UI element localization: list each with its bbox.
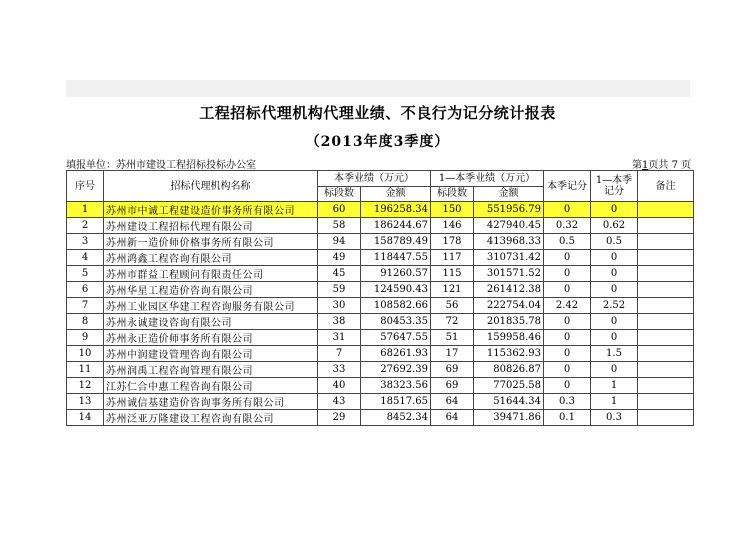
cell-note	[638, 346, 694, 362]
page-prefix: 第	[632, 160, 642, 171]
cell-agency-name: 苏州永诚建设咨询有限公司	[104, 314, 318, 330]
cell-ytd-count: 17	[431, 346, 474, 362]
cell-season-count: 59	[318, 282, 361, 298]
report-subtitle: （2013年度3季度）	[305, 134, 450, 150]
cell-season-amount: 158789.49	[361, 234, 431, 250]
cell-note	[638, 298, 694, 314]
cell-note	[638, 266, 694, 282]
cell-note	[638, 410, 694, 426]
cell-seq: 12	[67, 378, 104, 394]
cell-ytd-score: 1.5	[591, 346, 638, 362]
cell-note	[638, 282, 694, 298]
cell-seq: 6	[67, 282, 104, 298]
cell-season-score: 0	[544, 266, 591, 282]
cell-seq: 7	[67, 298, 104, 314]
cell-ytd-amount: 222754.04	[474, 298, 544, 314]
cell-ytd-amount: 51644.34	[474, 394, 544, 410]
cell-ytd-score: 0	[591, 282, 638, 298]
header-name: 招标代理机构名称	[104, 171, 318, 202]
cell-agency-name: 苏州市群益工程顾问有限责任公司	[104, 266, 318, 282]
header-row-1	[67, 171, 694, 187]
cell-season-amount: 108582.66	[361, 298, 431, 314]
page-current: 1	[642, 160, 649, 171]
cell-note	[638, 202, 694, 218]
cell-seq: 4	[67, 250, 104, 266]
cell-season-score: 0.3	[544, 394, 591, 410]
cell-agency-name: 苏州诚信基建造价咨询事务所有限公司	[104, 394, 318, 410]
cell-season-count: 7	[318, 346, 361, 362]
cell-ytd-amount: 80826.87	[474, 362, 544, 378]
cell-season-amount: 196258.34	[361, 202, 431, 218]
cell-season-score: 0.1	[544, 410, 591, 426]
cell-seq: 9	[67, 330, 104, 346]
cell-seq: 2	[67, 218, 104, 234]
cell-season-amount: 27692.39	[361, 362, 431, 378]
cell-agency-name: 苏州鸿鑫工程咨询有限公司	[104, 250, 318, 266]
page-indicator	[632, 156, 691, 171]
cell-ytd-score: 0	[591, 266, 638, 282]
top-toolbar-strip	[66, 80, 690, 97]
cell-ytd-amount: 261412.38	[474, 282, 544, 298]
cell-ytd-count: 146	[431, 218, 474, 234]
cell-season-score: 2.42	[544, 298, 591, 314]
cell-ytd-score: 0.62	[591, 218, 638, 234]
cell-agency-name: 苏州华星工程造价咨询有限公司	[104, 282, 318, 298]
table-row	[67, 362, 694, 378]
cell-agency-name: 苏州新一造价师价格事务所有限公司	[104, 234, 318, 250]
header-season-group: 本季业绩（万元）	[318, 171, 431, 187]
cell-seq: 3	[67, 234, 104, 250]
table-row	[67, 314, 694, 330]
table-row	[67, 250, 694, 266]
table-row	[67, 346, 694, 362]
cell-season-count: 43	[318, 394, 361, 410]
cell-ytd-score: 1	[591, 378, 638, 394]
cell-ytd-amount: 159958.46	[474, 330, 544, 346]
cell-season-amount: 186244.67	[361, 218, 431, 234]
cell-season-amount: 8452.34	[361, 410, 431, 426]
cell-ytd-score: 0.5	[591, 234, 638, 250]
cell-ytd-count: 56	[431, 298, 474, 314]
cell-season-score: 0	[544, 362, 591, 378]
cell-ytd-score: 1	[591, 394, 638, 410]
header-note: 备注	[638, 171, 694, 202]
cell-season-score: 0	[544, 378, 591, 394]
cell-agency-name: 苏州中润建设管理咨询有限公司	[104, 346, 318, 362]
header-season-amount: 金额	[361, 186, 431, 202]
cell-season-score: 0	[544, 202, 591, 218]
cell-season-count: 58	[318, 218, 361, 234]
cell-ytd-score: 0	[591, 314, 638, 330]
cell-season-amount: 57647.55	[361, 330, 431, 346]
cell-ytd-count: 121	[431, 282, 474, 298]
cell-agency-name: 苏州泛亚万隆建设工程咨询有限公司	[104, 410, 318, 426]
cell-ytd-count: 69	[431, 362, 474, 378]
cell-ytd-score: 0	[591, 202, 638, 218]
cell-season-count: 38	[318, 314, 361, 330]
cell-note	[638, 394, 694, 410]
header-ytd-group: 1—本季业绩（万元）	[431, 171, 544, 187]
cell-season-score: 0	[544, 346, 591, 362]
cell-ytd-count: 51	[431, 330, 474, 346]
table-row	[67, 266, 694, 282]
cell-season-amount: 118447.55	[361, 250, 431, 266]
page-suffix: 页	[681, 160, 692, 171]
cell-ytd-count: 72	[431, 314, 474, 330]
cell-agency-name: 苏州建设工程招标代理有限公司	[104, 218, 318, 234]
cell-seq: 13	[67, 394, 104, 410]
cell-note	[638, 330, 694, 346]
cell-season-score: 0.32	[544, 218, 591, 234]
cell-ytd-count: 117	[431, 250, 474, 266]
cell-seq: 14	[67, 410, 104, 426]
cell-season-count: 45	[318, 266, 361, 282]
cell-season-count: 29	[318, 410, 361, 426]
cell-ytd-amount: 551956.79	[474, 202, 544, 218]
cell-season-count: 33	[318, 362, 361, 378]
cell-ytd-amount: 413968.33	[474, 234, 544, 250]
performance-table	[66, 170, 694, 426]
cell-ytd-score: 0	[591, 330, 638, 346]
cell-agency-name: 苏州工业园区华建工程咨询服务有限公司	[104, 298, 318, 314]
cell-ytd-amount: 310731.42	[474, 250, 544, 266]
page-total: 7	[671, 160, 678, 171]
cell-ytd-amount: 77025.58	[474, 378, 544, 394]
cell-season-score: 0	[544, 282, 591, 298]
cell-season-count: 49	[318, 250, 361, 266]
cell-note	[638, 234, 694, 250]
cell-ytd-amount: 115362.93	[474, 346, 544, 362]
table-row	[67, 218, 694, 234]
cell-season-score: 0	[544, 314, 591, 330]
cell-season-count: 40	[318, 378, 361, 394]
cell-agency-name: 苏州市中诚工程建设造价事务所有限公司	[104, 202, 318, 218]
header-season-score: 本季记分	[544, 171, 591, 202]
header-ytd-score: 1—本季记分	[591, 171, 638, 202]
cell-ytd-score: 0	[591, 250, 638, 266]
table-row	[67, 298, 694, 314]
cell-note	[638, 362, 694, 378]
cell-note	[638, 218, 694, 234]
table-row	[67, 378, 694, 394]
fill-unit: 填报单位：苏州市建设工程招标投标办公室	[66, 160, 256, 171]
cell-agency-name: 苏州永正造价师事务所有限公司	[104, 330, 318, 346]
cell-season-amount: 18517.65	[361, 394, 431, 410]
cell-agency-name: 苏州润禹工程咨询管理有限公司	[104, 362, 318, 378]
report-title: 工程招标代理机构代理业绩、不良行为记分统计报表	[199, 104, 556, 122]
cell-ytd-count: 64	[431, 410, 474, 426]
cell-ytd-count: 64	[431, 394, 474, 410]
table-row	[67, 410, 694, 426]
cell-note	[638, 378, 694, 394]
cell-ytd-count: 178	[431, 234, 474, 250]
cell-seq: 10	[67, 346, 104, 362]
cell-ytd-score: 2.52	[591, 298, 638, 314]
table-row	[67, 202, 694, 218]
cell-season-count: 30	[318, 298, 361, 314]
cell-ytd-count: 115	[431, 266, 474, 282]
cell-ytd-amount: 39471.86	[474, 410, 544, 426]
page-middle: 页共	[648, 160, 669, 171]
cell-note	[638, 250, 694, 266]
cell-season-count: 94	[318, 234, 361, 250]
cell-season-amount: 124590.43	[361, 282, 431, 298]
header-ytd-amount: 金额	[474, 186, 544, 202]
table-row	[67, 330, 694, 346]
table-row	[67, 394, 694, 410]
cell-seq: 11	[67, 362, 104, 378]
cell-ytd-amount: 301571.52	[474, 266, 544, 282]
cell-season-score: 0	[544, 250, 591, 266]
cell-ytd-count: 69	[431, 378, 474, 394]
cell-ytd-amount: 201835.78	[474, 314, 544, 330]
cell-seq: 8	[67, 314, 104, 330]
cell-season-amount: 80453.35	[361, 314, 431, 330]
cell-season-amount: 91260.57	[361, 266, 431, 282]
cell-ytd-count: 150	[431, 202, 474, 218]
cell-season-score: 0.5	[544, 234, 591, 250]
header-season-count: 标段数	[318, 186, 361, 202]
cell-season-score: 0	[544, 330, 591, 346]
table-row	[67, 234, 694, 250]
cell-ytd-amount: 427940.45	[474, 218, 544, 234]
cell-season-amount: 68261.93	[361, 346, 431, 362]
cell-ytd-score: 0.3	[591, 410, 638, 426]
cell-ytd-score: 0	[591, 362, 638, 378]
cell-agency-name: 江苏仁合中惠工程咨询有限公司	[104, 378, 318, 394]
header-seq: 序号	[67, 171, 104, 202]
header-ytd-count: 标段数	[431, 186, 474, 202]
cell-seq: 5	[67, 266, 104, 282]
table-row	[67, 282, 694, 298]
cell-seq: 1	[67, 202, 104, 218]
cell-season-amount: 38323.56	[361, 378, 431, 394]
cell-season-count: 60	[318, 202, 361, 218]
cell-season-count: 31	[318, 330, 361, 346]
cell-note	[638, 314, 694, 330]
